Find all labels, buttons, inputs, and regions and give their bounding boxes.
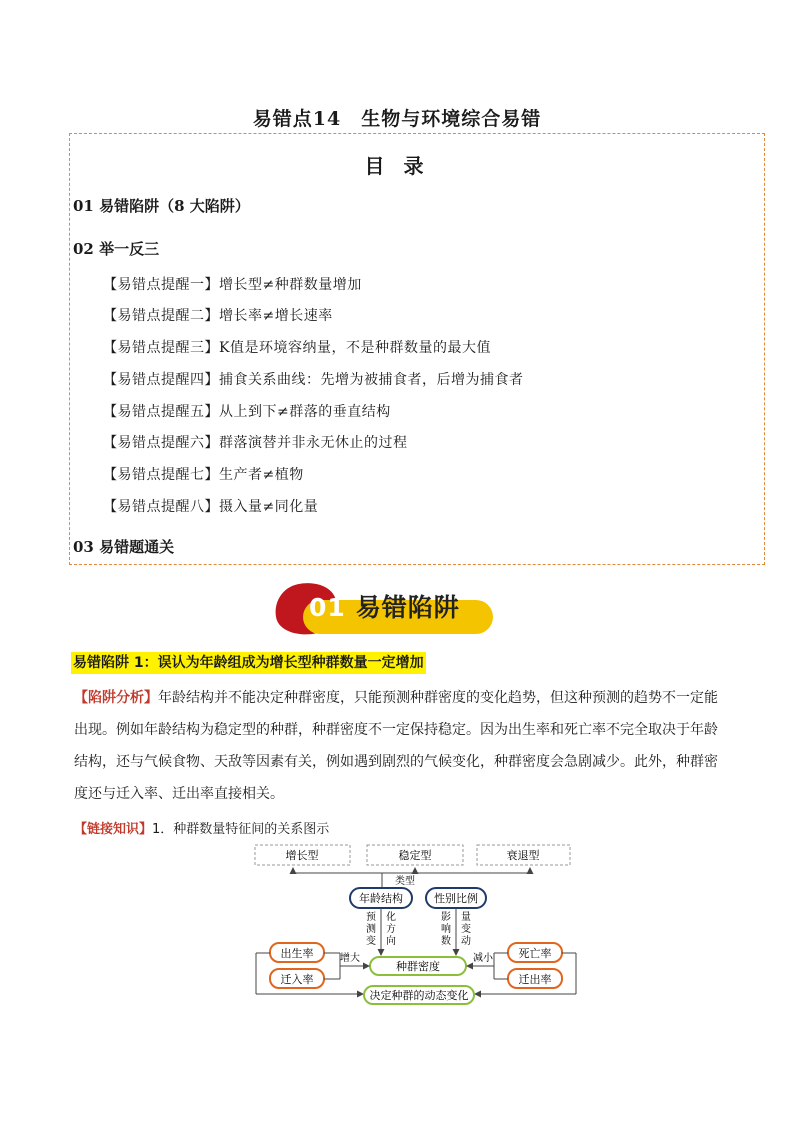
affect-char: 影 <box>441 912 451 923</box>
type-label: 类型 <box>395 876 415 887</box>
dynamic-change: 决定种群的动态变化 <box>369 989 469 1002</box>
toc-section-1: 01 易错陷阱（8 大陷阱） <box>73 197 250 215</box>
population-density: 种群密度 <box>396 960 440 973</box>
sex-ratio: 性别比例 <box>434 892 478 905</box>
toc-section-3: 03 易错题通关 <box>73 538 175 556</box>
toc-item: 【易错点提醒三】K值是环境容纳量，不是种群数量的最大值 <box>103 340 491 356</box>
analysis-line: 度还与迁入率、迁出率直接相关。 <box>74 786 284 802</box>
document-title: 易错点14 生物与环境综合易错 <box>252 108 542 130</box>
predict-char: 预 <box>366 912 376 923</box>
analysis-line: 结构，还与气候食物、天敌等因素有关，例如遇到剧烈的气候变化，种群密度会急剧减少。此外，种群密 <box>74 754 718 770</box>
analysis-line: 出现。例如年龄结构为稳定型的种群，种群密度不一定保持稳定。因为出生率和死亡率不完全取决于年龄 <box>74 722 718 738</box>
link-text: 1．种群数量特征间的关系图示 <box>152 822 330 837</box>
link-tag: 【链接知识】 <box>74 822 153 837</box>
toc-item: 【易错点提醒四】捕食关系曲线：先增为被捕食者，后增为捕食者 <box>103 372 524 388</box>
toc-item: 【易错点提醒六】群落演替并非永无休止的过程 <box>103 435 408 451</box>
toc-item: 【易错点提醒一】增长型≠种群数量增加 <box>103 277 362 293</box>
predict-char: 变 <box>366 936 376 947</box>
age-structure: 年龄结构 <box>359 892 403 905</box>
toc-item: 【易错点提醒七】生产者≠植物 <box>103 467 304 483</box>
toc-item: 【易错点提醒二】增长率≠增长速率 <box>103 308 333 324</box>
type-decline: 衰退型 <box>506 849 540 862</box>
decrease-label: 减小 <box>473 953 493 964</box>
banner-label: 易错陷阱 <box>355 593 460 622</box>
affect-char: 量 <box>461 912 471 923</box>
death-rate: 死亡率 <box>518 947 552 960</box>
affect-char: 变 <box>461 924 471 935</box>
predict-char: 化 <box>386 912 396 923</box>
section-banner <box>309 588 460 624</box>
analysis-tag: 【陷阱分析】 <box>74 690 158 706</box>
birth-rate: 出生率 <box>280 947 314 960</box>
population-characteristics-diagram <box>250 842 580 1007</box>
trap-title: 易错陷阱 1：误认为年龄组成为增长型种群数量一定增加 <box>71 652 426 674</box>
type-growth: 增长型 <box>285 849 319 862</box>
link-knowledge-line <box>74 818 329 837</box>
predict-char: 向 <box>386 936 396 947</box>
toc-item: 【易错点提醒五】从上到下≠群落的垂直结构 <box>103 404 391 420</box>
trap-analysis-paragraph <box>74 682 720 810</box>
immigration-rate: 迁入率 <box>280 973 314 986</box>
toc-heading: 目 录 <box>364 154 430 178</box>
emigration-rate: 迁出率 <box>518 973 552 986</box>
increase-label: 增大 <box>340 953 360 964</box>
affect-char: 数 <box>441 936 451 947</box>
toc-item: 【易错点提醒八】摄入量≠同化量 <box>103 499 319 515</box>
predict-char: 测 <box>366 924 376 935</box>
affect-char: 动 <box>461 936 471 947</box>
analysis-line: 年龄结构并不能决定种群密度，只能预测种群密度的变化趋势，但这种预测的趋势不一定能 <box>158 690 718 706</box>
banner-number: 01 <box>309 593 346 622</box>
type-stable: 稳定型 <box>398 849 432 862</box>
predict-char: 方 <box>386 924 396 935</box>
affect-char: 响 <box>441 924 451 935</box>
toc-section-2: 02 举一反三 <box>73 240 160 258</box>
